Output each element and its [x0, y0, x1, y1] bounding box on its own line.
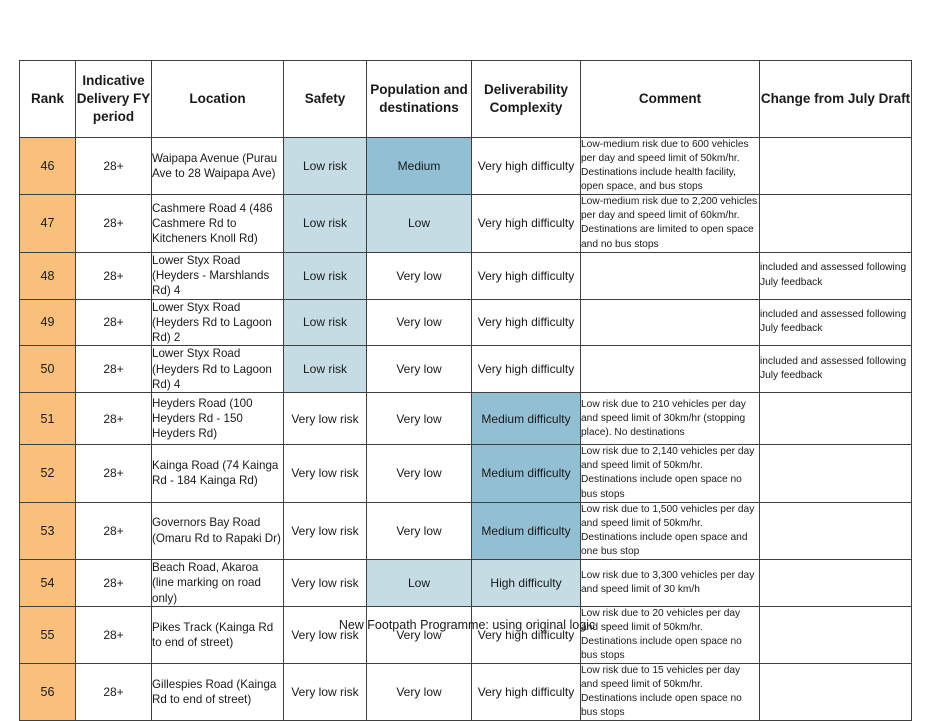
cell-fy-period: 28+ — [76, 299, 152, 346]
cell-change-from-july-draft — [760, 393, 912, 445]
cell-rank: 56 — [20, 664, 76, 721]
cell-comment: Low risk due to 20 vehicles per day and speed limit of 50km/hr. Destinations include open space no bus stops — [581, 606, 760, 663]
table-row — [20, 195, 912, 252]
cell-location: Lower Styx Road (Heyders - Marshlands Rd) 4 — [152, 252, 284, 299]
cell-location: Heyders Road (100 Heyders Rd - 150 Heyders Rd) — [152, 393, 284, 445]
cell-population: Very low — [367, 445, 472, 502]
table-row — [20, 393, 912, 445]
cell-deliverability: Medium difficulty — [472, 445, 581, 502]
cell-population: Very low — [367, 299, 472, 346]
cell-fy-period: 28+ — [76, 559, 152, 606]
table-row — [20, 502, 912, 559]
cell-fy-period: 28+ — [76, 346, 152, 393]
cell-change-from-july-draft — [760, 138, 912, 195]
column-header-rank: Rank — [20, 61, 76, 138]
cell-rank: 50 — [20, 346, 76, 393]
cell-deliverability: Very high difficulty — [472, 138, 581, 195]
cell-change-from-july-draft: included and assessed following July feedback — [760, 299, 912, 346]
cell-location: Kainga Road (74 Kainga Rd - 184 Kainga Rd) — [152, 445, 284, 502]
cell-comment: Low risk due to 210 vehicles per day and speed limit of 30km/hr (stopping place). No destinations — [581, 393, 760, 445]
column-header-change-from-july-draft: Change from July Draft — [760, 61, 912, 138]
cell-safety: Very low risk — [284, 606, 367, 663]
cell-rank: 53 — [20, 502, 76, 559]
table-row — [20, 346, 912, 393]
cell-rank: 55 — [20, 606, 76, 663]
header-row — [20, 61, 912, 138]
cell-population: Very low — [367, 346, 472, 393]
cell-location: Pikes Track (Kainga Rd to end of street) — [152, 606, 284, 663]
column-header-population-and-destinations: Population and destinations — [367, 61, 472, 138]
cell-location: Lower Styx Road (Heyders Rd to Lagoon Rd) 2 — [152, 299, 284, 346]
column-header-location: Location — [152, 61, 284, 138]
cell-location: Governors Bay Road (Omaru Rd to Rapaki Dr) — [152, 502, 284, 559]
cell-deliverability: Very high difficulty — [472, 606, 581, 663]
cell-location: Lower Styx Road (Heyders Rd to Lagoon Rd) 4 — [152, 346, 284, 393]
figure-caption: New Footpath Programme: using original logic — [338, 618, 596, 632]
cell-deliverability: Medium difficulty — [472, 502, 581, 559]
cell-comment — [581, 299, 760, 346]
table-row — [20, 606, 912, 663]
cell-change-from-july-draft — [760, 664, 912, 721]
cell-safety: Low risk — [284, 138, 367, 195]
cell-deliverability: Very high difficulty — [472, 252, 581, 299]
cell-fy-period: 28+ — [76, 138, 152, 195]
cell-location: Waipapa Avenue (Purau Ave to 28 Waipapa Ave) — [152, 138, 284, 195]
cell-rank: 49 — [20, 299, 76, 346]
table-row — [20, 252, 912, 299]
cell-change-from-july-draft — [760, 559, 912, 606]
column-header-indicative-delivery-fy-period: Indicative Delivery FY period — [76, 61, 152, 138]
cell-rank: 48 — [20, 252, 76, 299]
cell-rank: 52 — [20, 445, 76, 502]
cell-rank: 46 — [20, 138, 76, 195]
cell-comment: Low-medium risk due to 600 vehicles per day and speed limit of 50km/hr. Destinations include health facility, open space, and bus stops — [581, 138, 760, 195]
cell-safety: Very low risk — [284, 664, 367, 721]
cell-change-from-july-draft — [760, 195, 912, 252]
column-header-deliverability-complexity: Deliverability Complexity — [472, 61, 581, 138]
cell-rank: 47 — [20, 195, 76, 252]
cell-location: Cashmere Road 4 (486 Cashmere Rd to Kitcheners Knoll Rd) — [152, 195, 284, 252]
cell-change-from-july-draft — [760, 606, 912, 663]
cell-fy-period: 28+ — [76, 445, 152, 502]
cell-fy-period: 28+ — [76, 606, 152, 663]
cell-location: Gillespies Road (Kainga Rd to end of street) — [152, 664, 284, 721]
cell-change-from-july-draft: included and assessed following July feedback — [760, 346, 912, 393]
column-header-comment: Comment — [581, 61, 760, 138]
cell-safety: Low risk — [284, 195, 367, 252]
cell-safety: Low risk — [284, 299, 367, 346]
cell-population: Very low — [367, 606, 472, 663]
cell-safety: Very low risk — [284, 445, 367, 502]
cell-location: Beach Road, Akaroa (line marking on road only) — [152, 559, 284, 606]
cell-safety: Very low risk — [284, 559, 367, 606]
table-row — [20, 445, 912, 502]
cell-deliverability: Very high difficulty — [472, 664, 581, 721]
cell-fy-period: 28+ — [76, 393, 152, 445]
table-row — [20, 559, 912, 606]
table-body — [20, 138, 912, 721]
cell-population: Medium — [367, 138, 472, 195]
cell-population: Low — [367, 559, 472, 606]
cell-fy-period: 28+ — [76, 252, 152, 299]
cell-safety: Low risk — [284, 346, 367, 393]
cell-safety: Very low risk — [284, 502, 367, 559]
cell-fy-period: 28+ — [76, 664, 152, 721]
table-row — [20, 664, 912, 721]
cell-population: Very low — [367, 502, 472, 559]
cell-deliverability: Very high difficulty — [472, 346, 581, 393]
cell-change-from-july-draft — [760, 445, 912, 502]
table-row — [20, 299, 912, 346]
table-header — [20, 61, 912, 138]
cell-comment: Low-medium risk due to 2,200 vehicles per day and speed limit of 60km/hr. Destinations are limited to open space and no bus stops — [581, 195, 760, 252]
table-row — [20, 138, 912, 195]
cell-population: Very low — [367, 393, 472, 445]
cell-change-from-july-draft — [760, 502, 912, 559]
column-header-safety: Safety — [284, 61, 367, 138]
cell-change-from-july-draft: included and assessed following July feedback — [760, 252, 912, 299]
cell-fy-period: 28+ — [76, 195, 152, 252]
cell-population: Low — [367, 195, 472, 252]
cell-comment: Low risk due to 3,300 vehicles per day and speed limit of 30 km/h — [581, 559, 760, 606]
cell-safety: Very low risk — [284, 393, 367, 445]
cell-comment: Low risk due to 2,140 vehicles per day and speed limit of 50km/hr. Destinations include open space no bus stops — [581, 445, 760, 502]
cell-comment — [581, 252, 760, 299]
cell-deliverability: High difficulty — [472, 559, 581, 606]
cell-rank: 51 — [20, 393, 76, 445]
cell-comment: Low risk due to 1,500 vehicles per day and speed limit of 50km/hr. Destinations include open space and one bus stop — [581, 502, 760, 559]
cell-comment — [581, 346, 760, 393]
cell-deliverability: Very high difficulty — [472, 195, 581, 252]
cell-comment: Low risk due to 15 vehicles per day and speed limit of 50km/hr. Destinations include open space no bus stops — [581, 664, 760, 721]
cell-safety: Low risk — [284, 252, 367, 299]
cell-rank: 54 — [20, 559, 76, 606]
cell-population: Very low — [367, 664, 472, 721]
cell-deliverability: Medium difficulty — [472, 393, 581, 445]
cell-deliverability: Very high difficulty — [472, 299, 581, 346]
cell-fy-period: 28+ — [76, 502, 152, 559]
cell-population: Very low — [367, 252, 472, 299]
